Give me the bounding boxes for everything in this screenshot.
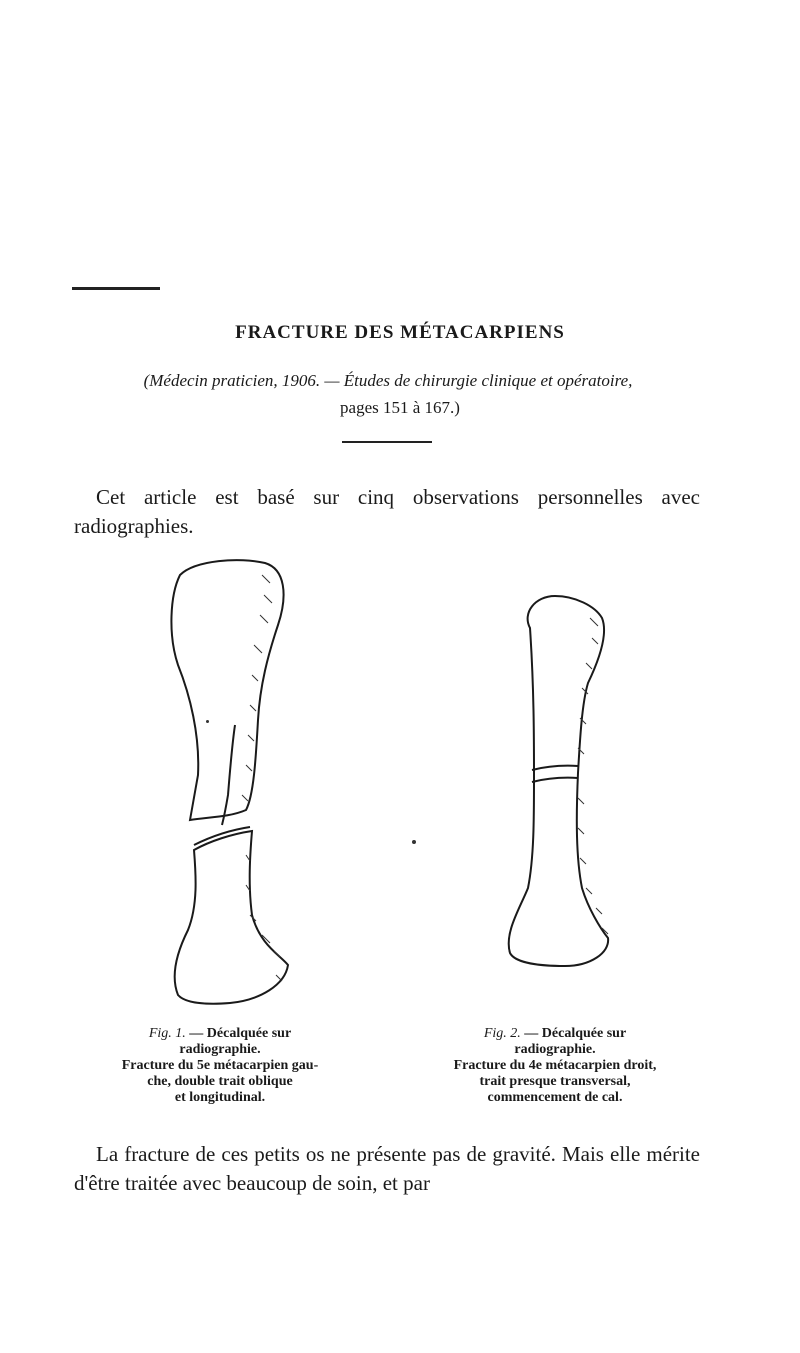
article-title: FRACTURE DES MÉTACARPIENS bbox=[235, 322, 565, 343]
figure-2-label: Fig. 2. bbox=[483, 1026, 521, 1041]
bone-upper-fragment bbox=[171, 560, 283, 820]
ink-mark bbox=[72, 287, 160, 290]
figure-2-caption-line-5: commencement de cal. bbox=[487, 1090, 623, 1105]
figure-1-caption-line-1 bbox=[70, 1026, 370, 1042]
figure-1-caption-line-5: et longitudinal. bbox=[174, 1090, 266, 1105]
figure-2-caption bbox=[405, 1026, 705, 1106]
body-paragraph: La fracture de ces petits os ne présente pas de gravité. Mais elle mérite d'être traitée avec beaucoup de soin, et par bbox=[74, 1142, 700, 1195]
fracture-line-longitudinal bbox=[222, 725, 235, 825]
intro-paragraph: Cet article est basé sur cinq observations personnelles avec radiographies. bbox=[74, 485, 700, 538]
figure-1-caption bbox=[70, 1026, 370, 1106]
separator-rule bbox=[342, 441, 432, 443]
figure-1-caption-line-3: Fracture du 5e métacarpien gau- bbox=[121, 1058, 319, 1073]
figure-2-caption-line-3: Fracture du 4e métacarpien droit, bbox=[453, 1058, 657, 1073]
figure-1-label: Fig. 1. bbox=[148, 1026, 186, 1041]
fracture-line-transverse bbox=[532, 766, 578, 770]
figure-2-caption-line-4: trait presque transversal, bbox=[479, 1074, 631, 1089]
callus-line bbox=[532, 778, 578, 782]
reference-line-1: (Médecin praticien, 1906. — Études de chirurgie clinique et opératoire, bbox=[143, 371, 633, 390]
figure-1-caption-line-2: radiographie. bbox=[179, 1042, 261, 1057]
figure-1-illustration bbox=[150, 555, 320, 1015]
reference-line-2: pages 151 à 167.) bbox=[340, 398, 460, 417]
bone-lower-fragment bbox=[175, 831, 288, 1004]
figure-2-illustration bbox=[490, 588, 630, 988]
bone-outline bbox=[509, 596, 608, 966]
figure-2-caption-line-2: radiographie. bbox=[514, 1042, 596, 1057]
figure-1-caption-text: — Décalquée sur bbox=[189, 1026, 292, 1041]
print-speck bbox=[412, 840, 416, 844]
figure-2-caption-text: — Décalquée sur bbox=[524, 1026, 627, 1041]
print-speck bbox=[206, 720, 209, 723]
figure-1-caption-line-4: che, double trait oblique bbox=[147, 1074, 293, 1089]
fracture-line-oblique bbox=[194, 827, 250, 845]
figure-2-caption-line-1 bbox=[405, 1026, 705, 1042]
